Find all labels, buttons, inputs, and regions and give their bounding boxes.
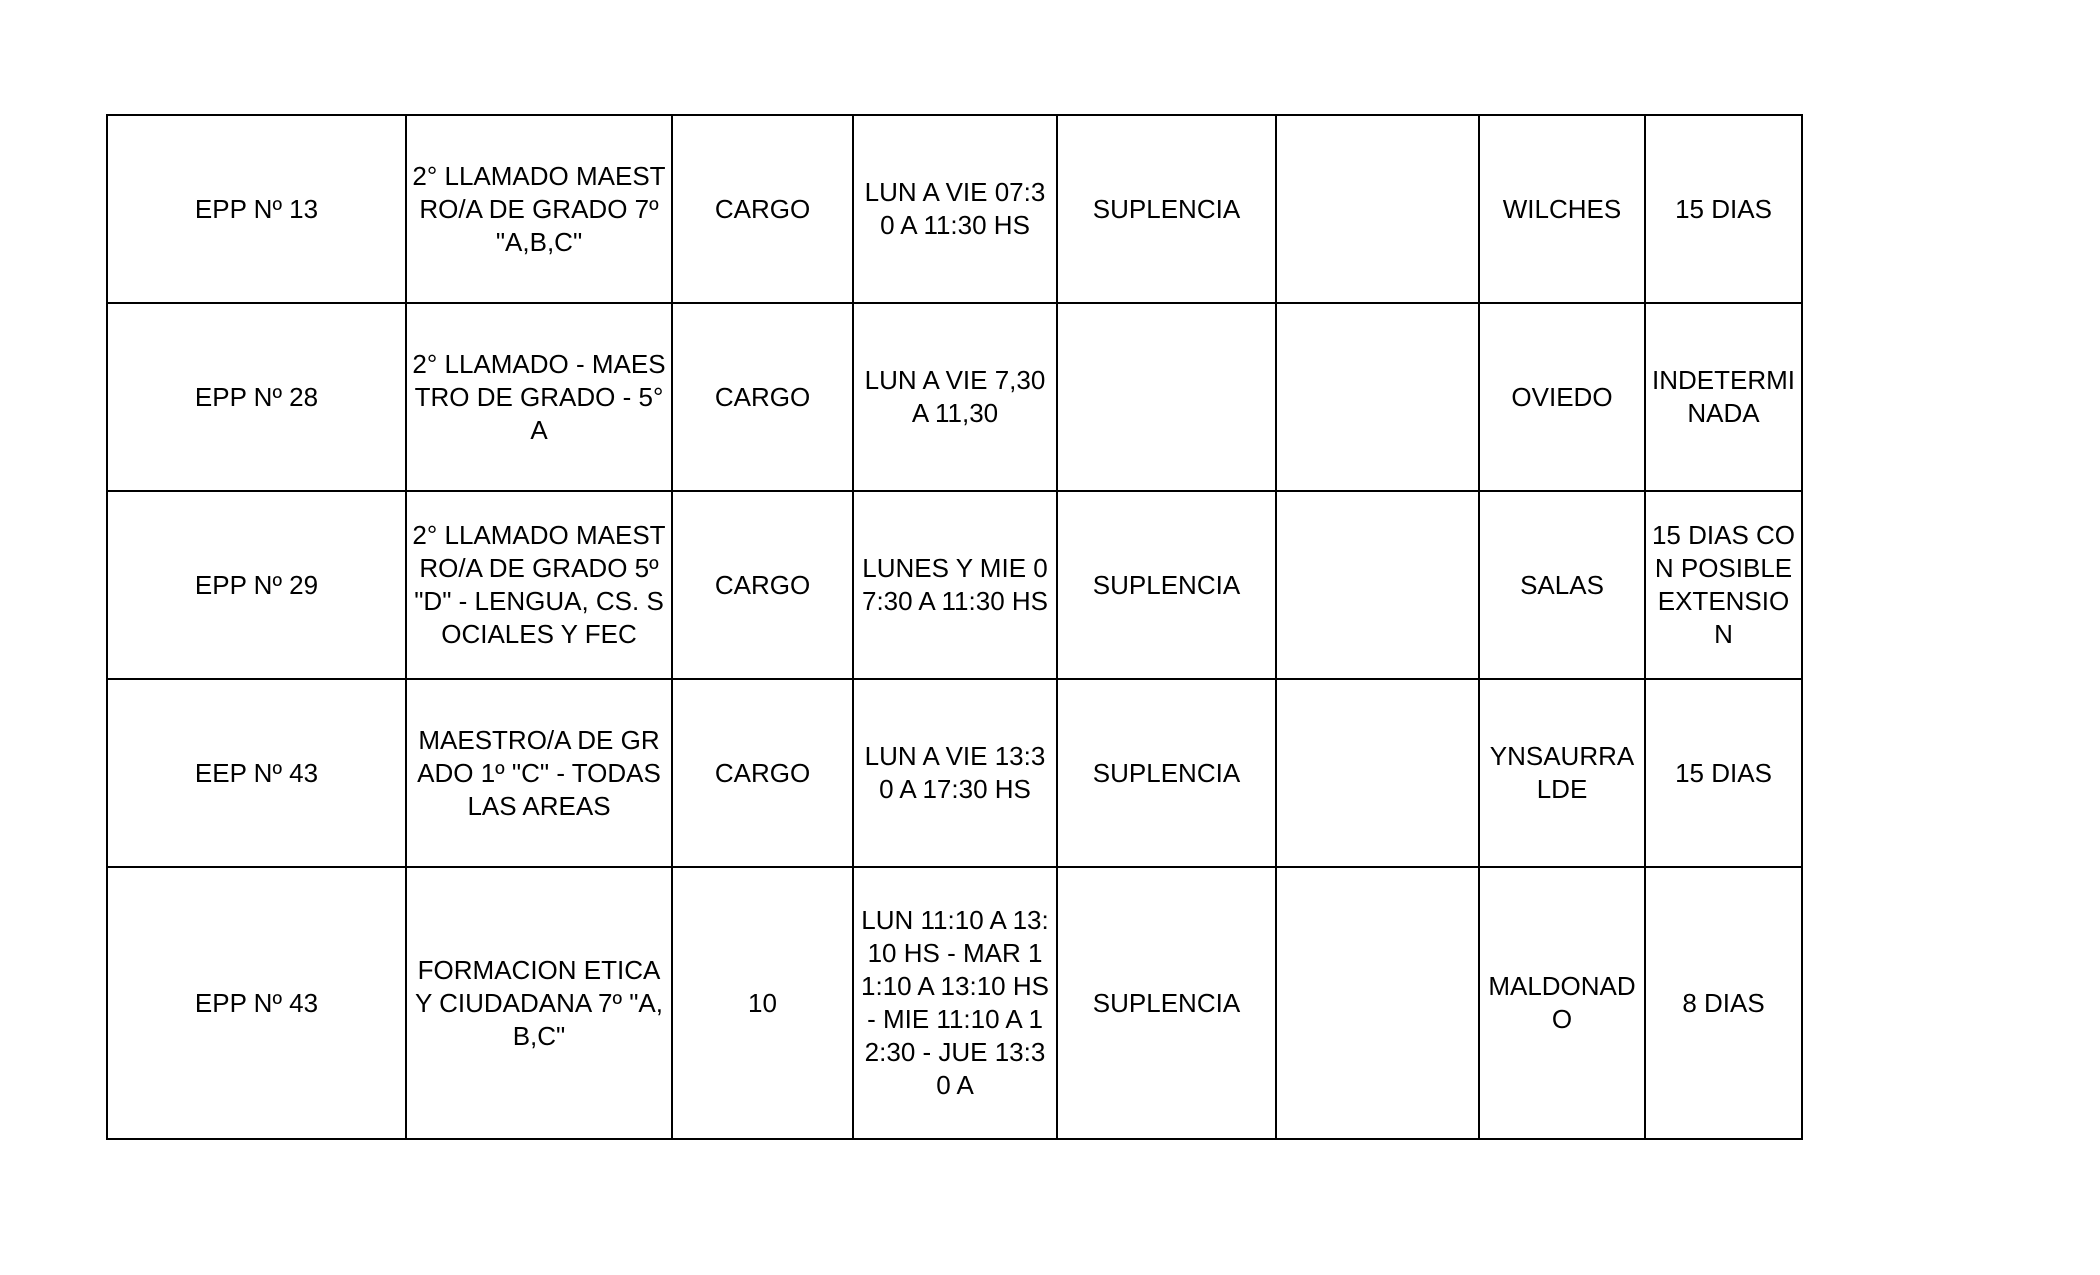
extra-cell xyxy=(1276,491,1479,679)
type-cell: CARGO xyxy=(672,115,853,303)
name-cell: MALDONADO xyxy=(1479,867,1645,1139)
schedule-cell: LUN 11:10 A 13:10 HS - MAR 11:10 A 13:10 HS - MIE 11:10 A 12:30 - JUE 13:30 A xyxy=(853,867,1057,1139)
duration-cell: 15 DIAS CON POSIBLE EXTENSION xyxy=(1645,491,1802,679)
duration-cell: INDETERMINADA xyxy=(1645,303,1802,491)
vacancy-table xyxy=(106,114,1803,1140)
table-row xyxy=(107,303,1802,491)
extra-cell xyxy=(1276,303,1479,491)
school-cell: EEP Nº 43 xyxy=(107,679,406,867)
type-cell: CARGO xyxy=(672,303,853,491)
type-cell: CARGO xyxy=(672,679,853,867)
status-cell: SUPLENCIA xyxy=(1057,679,1276,867)
position-cell: 2° LLAMADO - MAESTRO DE GRADO - 5° A xyxy=(406,303,672,491)
name-cell: WILCHES xyxy=(1479,115,1645,303)
school-cell: EPP Nº 28 xyxy=(107,303,406,491)
schedule-cell: LUN A VIE 13:30 A 17:30 HS xyxy=(853,679,1057,867)
schedule-cell: LUN A VIE 7,30 A 11,30 xyxy=(853,303,1057,491)
status-cell: SUPLENCIA xyxy=(1057,115,1276,303)
name-cell: SALAS xyxy=(1479,491,1645,679)
table-row xyxy=(107,867,1802,1139)
status-cell xyxy=(1057,303,1276,491)
type-cell: 10 xyxy=(672,867,853,1139)
table-row xyxy=(107,679,1802,867)
position-cell: 2° LLAMADO MAESTRO/A DE GRADO 7º "A,B,C" xyxy=(406,115,672,303)
school-cell: EPP Nº 13 xyxy=(107,115,406,303)
schedule-cell: LUN A VIE 07:30 A 11:30 HS xyxy=(853,115,1057,303)
name-cell: OVIEDO xyxy=(1479,303,1645,491)
school-cell: EPP Nº 29 xyxy=(107,491,406,679)
status-cell: SUPLENCIA xyxy=(1057,491,1276,679)
position-cell: MAESTRO/A DE GRADO 1º "C" - TODAS LAS AREAS xyxy=(406,679,672,867)
table-row xyxy=(107,491,1802,679)
duration-cell: 15 DIAS xyxy=(1645,679,1802,867)
table-row xyxy=(107,115,1802,303)
extra-cell xyxy=(1276,679,1479,867)
duration-cell: 15 DIAS xyxy=(1645,115,1802,303)
name-cell: YNSAURRALDE xyxy=(1479,679,1645,867)
position-cell: 2° LLAMADO MAESTRO/A DE GRADO 5º "D" - LENGUA, CS. SOCIALES Y FEC xyxy=(406,491,672,679)
school-cell: EPP Nº 43 xyxy=(107,867,406,1139)
type-cell: CARGO xyxy=(672,491,853,679)
duration-cell: 8 DIAS xyxy=(1645,867,1802,1139)
extra-cell xyxy=(1276,115,1479,303)
status-cell: SUPLENCIA xyxy=(1057,867,1276,1139)
position-cell: FORMACION ETICA Y CIUDADANA 7º "A,B,C" xyxy=(406,867,672,1139)
extra-cell xyxy=(1276,867,1479,1139)
schedule-cell: LUNES Y MIE 07:30 A 11:30 HS xyxy=(853,491,1057,679)
